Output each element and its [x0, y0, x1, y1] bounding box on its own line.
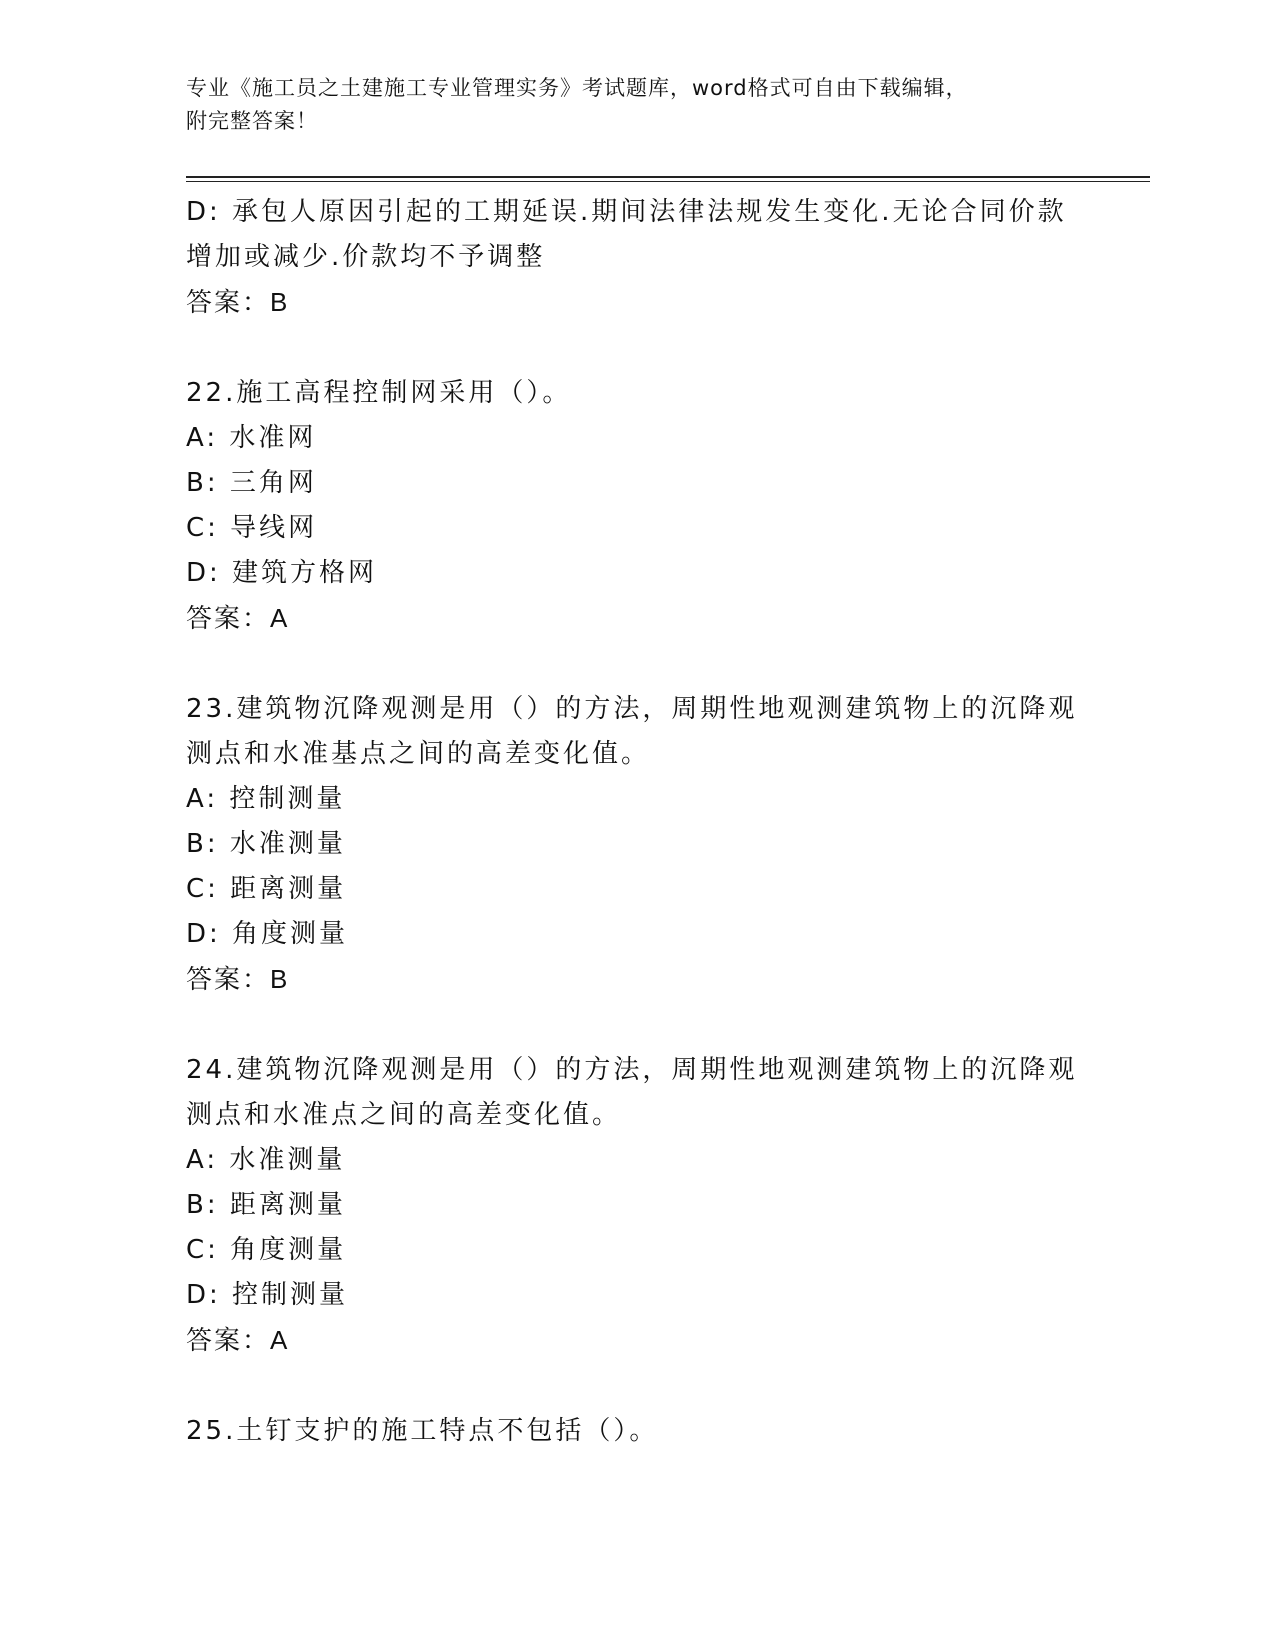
header-line-2: 附完整答案！	[186, 109, 318, 133]
spacer	[186, 1363, 1086, 1409]
answer-line: 答案：A	[186, 1325, 290, 1355]
spacer	[186, 1002, 1086, 1048]
question-23	[186, 687, 1086, 1002]
option-c: C: 距离测量	[186, 874, 347, 904]
option-c: C: 导线网	[186, 513, 318, 543]
question-24	[186, 1048, 1086, 1363]
question-stem-line-1: 23.建筑物沉降观测是用（）的方法，周期性地观测建筑物上的沉降观	[186, 694, 1078, 724]
option-d: D: 角度测量	[186, 919, 349, 949]
spacer	[186, 325, 1086, 371]
option-a: A: 控制测量	[186, 784, 346, 814]
option-c: C: 角度测量	[186, 1235, 347, 1265]
question-22	[186, 371, 1086, 641]
document-header	[186, 72, 1086, 138]
option-d: D: 控制测量	[186, 1280, 349, 1310]
question-25	[186, 1409, 1086, 1454]
header-divider-thick	[186, 176, 1150, 178]
option-d-line-2: 增加或减少.价款均不予调整	[186, 242, 546, 272]
option-b: B: 距离测量	[186, 1190, 346, 1220]
header-divider-thin	[186, 181, 1150, 182]
question-stem: 22.施工高程控制网采用（）。	[186, 378, 572, 408]
option-a: A: 水准网	[186, 423, 317, 453]
spacer	[186, 641, 1086, 687]
question-content	[186, 190, 1086, 1454]
option-b: B: 水准测量	[186, 829, 346, 859]
option-d-line-1: D: 承包人原因引起的工期延误.期间法律法规发生变化.无论合同价款	[186, 197, 1067, 227]
header-line-1: 专业《施工员之土建施工专业管理实务》考试题库，word格式可自由下载编辑，	[186, 76, 968, 100]
answer-line: 答案：B	[186, 964, 290, 994]
option-b: B: 三角网	[186, 468, 317, 498]
previous-question-tail	[186, 190, 1086, 325]
question-stem-line-2: 测点和水准基点之间的高差变化值。	[186, 739, 651, 769]
question-stem-line-2: 测点和水准点之间的高差变化值。	[186, 1100, 622, 1130]
answer-line: 答案：B	[186, 287, 290, 317]
option-a: A: 水准测量	[186, 1145, 346, 1175]
option-d: D: 建筑方格网	[186, 558, 378, 588]
question-stem-line-1: 24.建筑物沉降观测是用（）的方法，周期性地观测建筑物上的沉降观	[186, 1055, 1078, 1085]
answer-line: 答案：A	[186, 603, 290, 633]
question-stem: 25.土钉支护的施工特点不包括（）。	[186, 1416, 659, 1446]
